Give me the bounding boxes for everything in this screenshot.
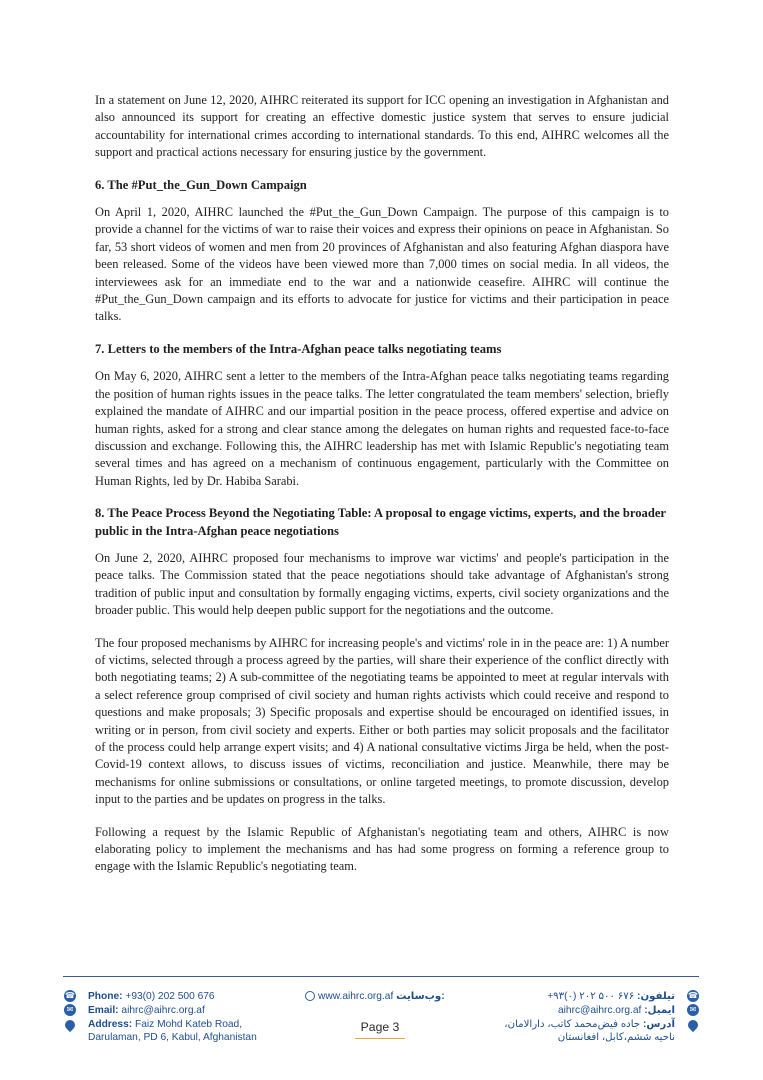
location-icon <box>63 1018 77 1032</box>
paragraph-put-the-gun-down: On April 1, 2020, AIHRC launched the #Put_the_Gun_Down Campaign. The purpose of this campaign is to provide a channel for the victims of war to raise their voices and express their opinions on peace in Afghanistan. So far, 53 short videos of women and men from 20 provinces of Afghanistan and also featuring Afghan diaspora have been released. Some of the videos have been viewed more than 7,000 times on social media. In all videos, the interviewees ask for an immediate end to the war and a nationwide ceasefire. AIHRC will continue the #Put_the_Gun_Down campaign and its efforts to advocate for justice for victims and their participation in peace talks. <box>95 205 669 324</box>
footer-contact-english <box>64 990 294 1045</box>
page-number-underline <box>355 1038 405 1039</box>
paragraph-policy-elaboration: Following a request by the Islamic Republic of Afghanistan's negotiating team and others, AIHRC is now elaborating policy to implement the mechanisms and has had some progress on forming a reference group to engage with the Islamic Republic's negotiating team. <box>95 824 669 874</box>
email-link[interactable]: aihrc@aihrc.org.af <box>121 1005 205 1016</box>
heading-put-the-gun-down: 6. The #Put_the_Gun_Down Campaign <box>95 177 307 192</box>
email-link-dari[interactable]: aihrc@aihrc.org.af <box>557 1005 642 1016</box>
page-number: Page 3 <box>360 1020 400 1034</box>
paragraph-icc-statement: In a statement on June 12, 2020, AIHRC reiterated its support for ICC opening an investigation in Afghanistan and also announced its support for creating an effective domestic justice system that serves to ensure judicial accountability for international crimes according to international standards. To this end, AIHRC welcomes all the support and practical actions necessary for ensuring justice by the government. <box>95 93 669 160</box>
heading-letters-negotiating-teams: 7. Letters to the members of the Intra-Afghan peace talks negotiating teams <box>95 341 502 356</box>
footer-address: Address: Faiz Mohd Kateb Road, Darulaman, PD 6, Kabul, Afghanistan <box>64 1018 294 1044</box>
paragraph-proposed-mechanisms: The four proposed mechanisms by AIHRC for increasing people's and victims' role in in the peace are: 1) A number of victims, selected through a process agreed by the parties, will share their experience of the conflict directly with both negotiating teams; 2) A sub-committee of the negotiating teams be appointed to meet at regular intervals with a select reference group comprised of civil society and human rights activists which could receive and respond to questions and make proposals; 3) Specific proposals and expertise should be encouraged on identified issues, in writing or in person, from civil society and experts. Either or both parties may solicit proposals and the facilitator of the process could help arrange expert visits; and 4) A national consultative victims Jirga be held, when the post-Covid-19 context allows, to discuss issues of victims, reconciliation and justice. Meanwhile, there may be mechanisms for online submissions or consultations, or online targeted meetings, to promote discussion, develop input to the parties and be updates on progress in the talks. <box>95 635 669 807</box>
email-icon: ✉ <box>687 1004 699 1016</box>
paragraph-letters-negotiating-teams: On May 6, 2020, AIHRC sent a letter to the members of the Intra-Afghan peace talks negotiating teams regarding the position of human rights issues in the peace talks. The letter congratulated the team members' selection, briefly explained the mandate of AIHRC and our impartial position in the peace process, offered expertise and advice on human rights, asked for a strong and clear stance among the delegates on human rights and requested face-to-face discussion and exchange. Following this, the AIHRC leadership has met with Islamic Republic's negotiating team several times and has agreed on a mechanism of continuous engagement, particularly with the Committee on Human Rights, led by Dr. Habiba Sarabi. <box>95 369 669 488</box>
paragraph-peace-process-intro: On June 2, 2020, AIHRC proposed four mechanisms to improve war victims' and people's participation in the peace talks. The Commission stated that the peace negotiations should take advantage of Afghanistan's strong tradition of public input and consultation by formally engaging victims, experts, civil society organizations and the broader public. This would help deepen public support for the negotiations and the outcome. <box>95 550 669 618</box>
footer-phone: ☎ Phone: +93(0) 202 500 676 <box>65 991 215 1002</box>
phone-icon: ☎ <box>65 991 75 1000</box>
footer-email-dari: ✉ ایمیل: aihrc@aihrc.org.af <box>479 1004 699 1017</box>
phone-icon: ☎ <box>688 991 698 1000</box>
footer-divider <box>63 976 699 977</box>
footer-website: www.aihrc.org.af وب‌سایت: <box>305 990 455 1003</box>
globe-icon <box>305 991 315 1001</box>
footer-email: ✉ Email: aihrc@aihrc.org.af <box>64 1004 294 1017</box>
location-icon <box>686 1018 700 1032</box>
footer-phone-dari: ☎ تیلفون: ۶۷۶ ۵۰۰ ۲۰۲ (۰)۹۳+ <box>547 991 698 1002</box>
website-link[interactable]: www.aihrc.org.af <box>318 991 394 1002</box>
heading-peace-process-proposal: 8. The Peace Process Beyond the Negotiating Table: A proposal to engage victims, experts, and the broader public in the Intra-Afghan peace negotiations <box>95 506 666 538</box>
email-icon: ✉ <box>64 1004 76 1016</box>
footer-contact-dari <box>479 990 699 1045</box>
document-body <box>95 92 669 891</box>
footer-address-dari: آدرس: جاده فیض‌محمد کاتب، دارالامان، ناحیه ششم،کابل، افغانستان <box>479 1018 699 1044</box>
